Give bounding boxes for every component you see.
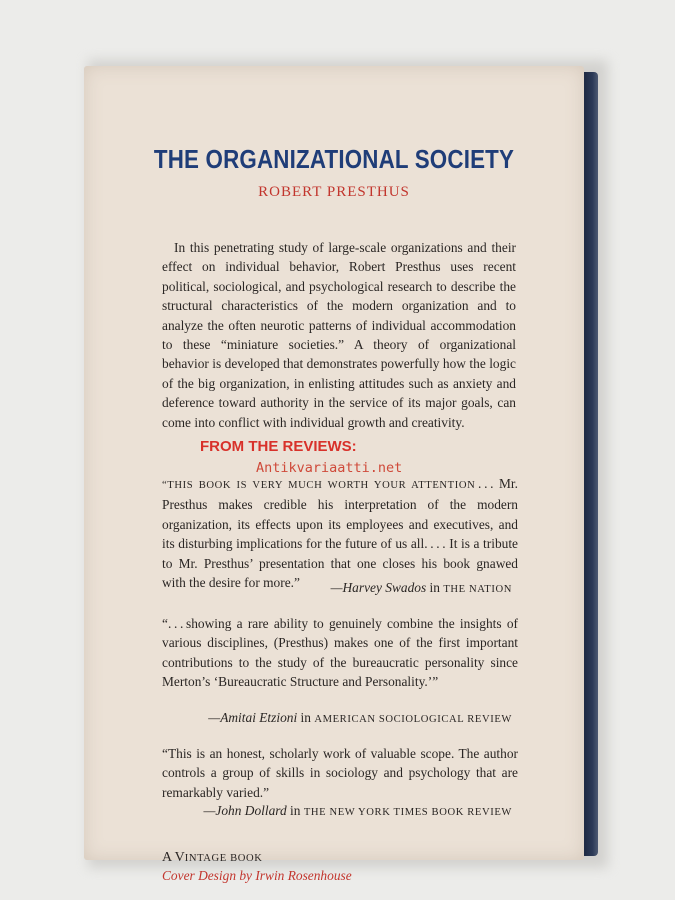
reviewer-in: in [286,803,304,818]
review-attribution [92,580,512,596]
review-text: “This is an honest, scholarly work of valuable scope. The author controls a group of skills in sociology and psychology that are remarkably varied.” [162,746,518,800]
reviewer-in: in [297,710,315,725]
reviewer-name: —Harvey Swados [330,580,427,595]
review-quote [162,614,518,692]
reviewer-name: —Amitai Etzioni [208,710,298,725]
review-attribution [92,710,512,726]
review-source: AMERICAN SOCIOLOGICAL REVIEW [314,714,512,725]
review-source: THE NATION [443,584,512,595]
review-source: THE NEW YORK TIMES BOOK REVIEW [303,807,512,818]
publisher-rest: INTAGE BOOK [184,853,263,864]
review-quote [162,744,518,802]
review-quote [162,474,518,592]
publisher-initial: A V [162,850,185,865]
cover-design-credit: Cover Design by Irwin Rosenhouse [162,868,352,883]
book-description: In this penetrating study of large-scale organizations and their effect on individual behavior, Robert Presthus uses recent political, sociological, and psychological research to describe the structural characteristics of the modern organization and to analyze the often neurotic patterns of individual accommodation to these “miniature societies.” A theory of organizational behavior is developed that demonstrates powerfully how the logic of the big organization, in enlisting attitudes such as anxiety and deference toward authority in the service of its major goals, can come into conflict with individual growth and creativity. [162,240,516,430]
publisher-imprint [162,850,263,866]
watermark-text: Antikvariaatti.net [256,460,403,476]
reviewer-in: in [426,580,444,595]
book-title: THE ORGANIZATIONAL SOCIETY [153,144,515,174]
back-cover [84,66,584,883]
review-lead: “THIS BOOK IS VERY MUCH WORTH YOUR ATTENTION [162,480,476,491]
review-text: . . . Mr. Presthus makes credible his interpretation of the modern organization, its effects upon its employees and executives, and its disturbing implications for the future of us all. . . . It is a tribute to Mr. Presthus’ presentation that one closes his book gnawed with the desire for more.” [162,476,518,591]
reviews-heading: FROM THE REVIEWS: [200,438,357,455]
book-author: ROBERT PRESTHUS [258,184,410,200]
review-text: “. . . showing a rare ability to genuinely combine the insights of various disciplines, (Presthus) makes one of the first important contributions to the study of the bureaucratic personality since Merton’s ‘Bureaucratic Structure and Personality.’” [162,616,518,690]
reviewer-name: —John Dollard [203,803,287,818]
review-attribution [92,803,512,819]
